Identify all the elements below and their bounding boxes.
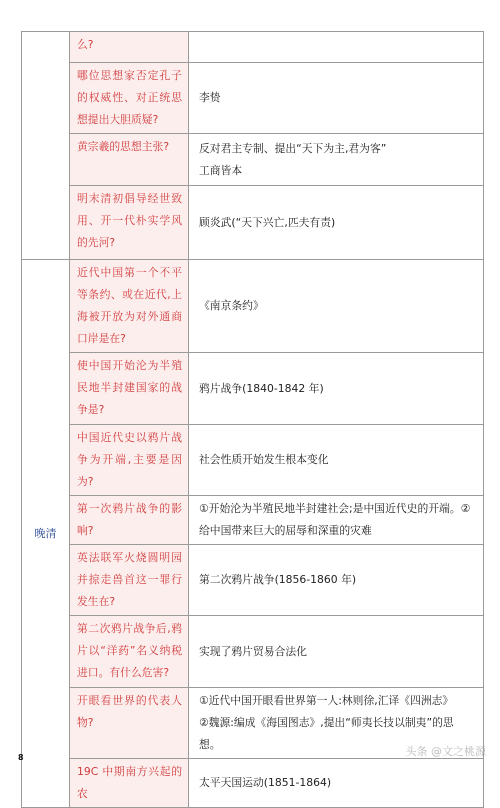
- table-row: [22, 260, 484, 353]
- answer-cell: 鸦片战争(1840-1842 年): [189, 353, 484, 425]
- answer-cell: 实现了鸦片贸易合法化: [189, 616, 484, 688]
- era-cell-late-qing: 晚清: [22, 260, 70, 808]
- answer-cell: 《南京条约》: [189, 260, 484, 353]
- answer-cell: 李贽: [189, 63, 484, 134]
- question-cell: 近代中国第一个不平等条约、或在近代,上海被开放为对外通商口岸是在?: [70, 260, 189, 353]
- question-cell: 明末清初倡导经世致用、开一代朴实学风的先河?: [70, 186, 189, 260]
- question-cell: 哪位思想家否定孔子的权威性、对正统思想提出大胆质疑?: [70, 63, 189, 134]
- table-row: [22, 616, 484, 688]
- watermark: 头条 @文之桃源: [405, 745, 486, 758]
- table-row: [22, 134, 484, 186]
- answer-cell: 第二次鸦片战争(1856-1860 年): [189, 545, 484, 616]
- question-cell: 英法联军火烧圆明园并掠走兽首这一罪行发生在?: [70, 545, 189, 616]
- table-row: [22, 496, 484, 545]
- era-cell-top: [22, 32, 70, 260]
- question-cell: 开眼看世界的代表人物?: [70, 688, 189, 759]
- answer-line: ②魏源:编成《海国图志》,提出“师夷长技以制夷”的思想。: [199, 716, 454, 751]
- answer-cell: 顾炎武(“天下兴亡,匹夫有责): [189, 186, 484, 260]
- question-cell: 么?: [70, 32, 189, 63]
- table-row: [22, 63, 484, 134]
- answer-cell: [189, 32, 484, 63]
- answer-line: 工商皆本: [199, 163, 243, 177]
- table-row: [22, 425, 484, 496]
- page-number: 8: [18, 753, 24, 762]
- answer-cell: 太平天国运动(1851-1864): [189, 759, 484, 808]
- answer-cell: ①开始沦为半殖民地半封建社会;是中国近代史的开端。②给中国带来巨大的屈辱和深重的灾难: [189, 496, 484, 545]
- table-row: [22, 353, 484, 425]
- table-row: [22, 32, 484, 63]
- question-cell: 使中国开始沦为半殖民地半封建国家的战争是?: [70, 353, 189, 425]
- question-cell: 第二次鸦片战争后,鸦片以“洋药”名义纳税进口。有什么危害?: [70, 616, 189, 688]
- question-cell: 中国近代史以鸦片战争为开端,主要是因为?: [70, 425, 189, 496]
- question-cell: 19C 中期南方兴起的农: [70, 759, 189, 808]
- qa-table: [21, 31, 484, 808]
- answer-cell: 社会性质开始发生根本变化: [189, 425, 484, 496]
- table-row: [22, 759, 484, 808]
- answer-cell: [189, 134, 484, 186]
- question-cell: 第一次鸦片战争的影响?: [70, 496, 189, 545]
- table-row: [22, 186, 484, 260]
- question-cell: 黄宗羲的思想主张?: [70, 134, 189, 186]
- answer-line: ①近代中国开眼看世界第一人:林则徐,汇译《四洲志》: [199, 694, 454, 707]
- answer-line: 反对君主专制、提出“天下为主,君为客”: [199, 141, 387, 155]
- table-row: [22, 545, 484, 616]
